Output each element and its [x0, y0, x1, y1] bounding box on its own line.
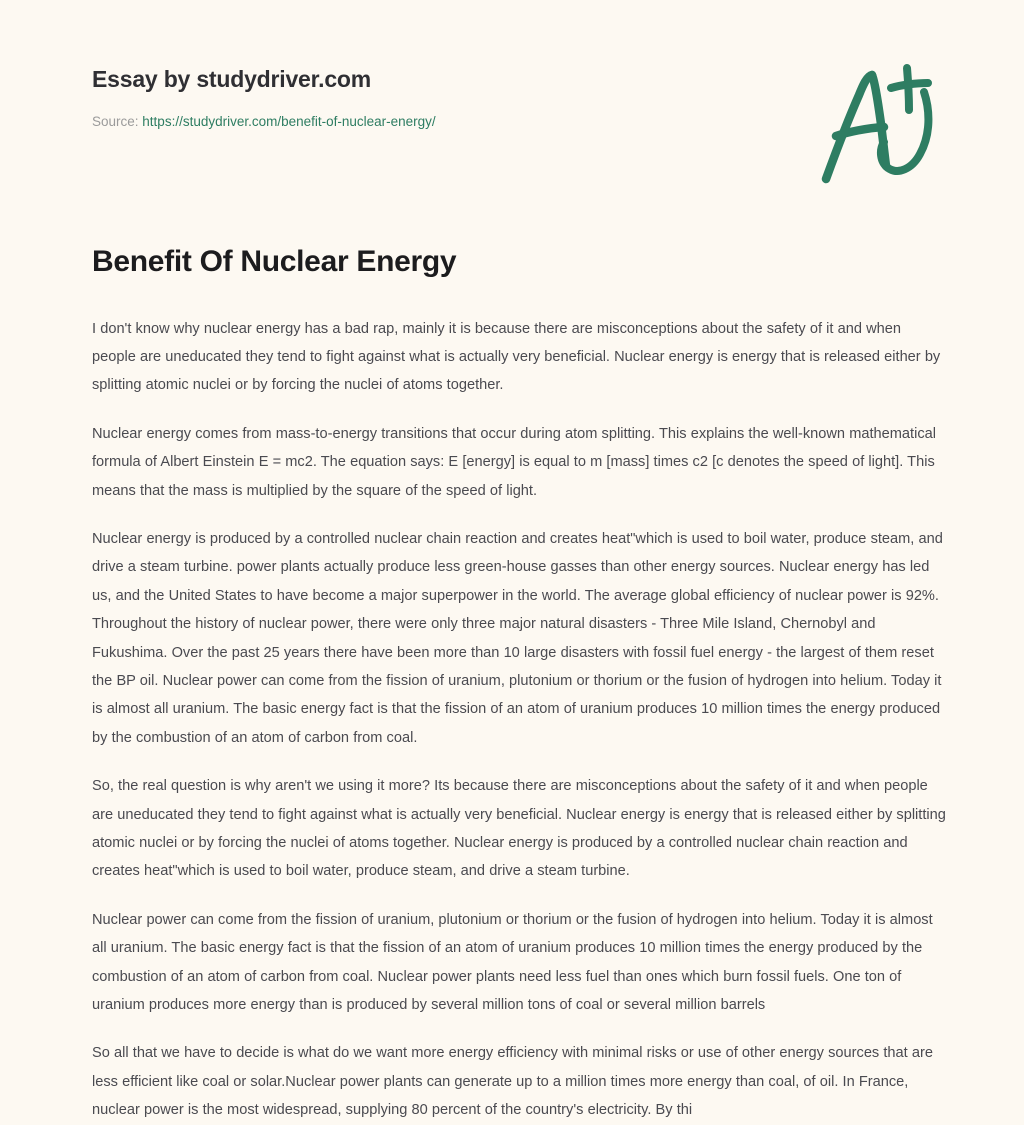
studydriver-a-plus-logo-icon[interactable]: [812, 62, 942, 187]
source-label: Source:: [92, 113, 139, 129]
paragraph: Nuclear energy comes from mass-to-energy transitions that occur during atom splitting. This explains the well-known mathematical formula of Albert Einstein E = mc2. The equation says: E [energy] is equal to m [mass] times c2 [c denotes the speed of light]. This means that the mass is multiplied by the square of the speed of light.: [92, 425, 936, 499]
paragraph: I don't know why nuclear energy has a bad rap, mainly it is because there are misconceptions about the safety of it and when people are uneducated they tend to fight against what is actually very beneficial. Nuclear energy is energy that is released either by splitting atomic nuclei or by forcing the nuclei of atoms together.: [92, 320, 941, 394]
paragraph: So, the real question is why aren't we using it more? Its because there are misconceptions about the safety of it and when people are uneducated they tend to fight against what is actually very beneficial. Nuclear energy is energy that is released either by splitting atomic nuclei or by forcing the nuclei of atoms together. Nuclear energy is produced by a controlled nuclear chain reaction and creates heat"which is used to boil water, produce steam, and drive a steam turbine.: [92, 778, 946, 880]
article-body: [92, 315, 948, 1125]
source-url-link[interactable]: https://studydriver.com/benefit-of-nuclear-energy/: [142, 113, 436, 129]
paragraph: Nuclear power can come from the fission of uranium, plutonium or thorium or the fusion of hydrogen into helium. Today it is almost all uranium. The basic energy fact is that the fission of an atom of uranium produces 10 million times the energy produced by the combustion of an atom of carbon from coal. Nuclear power plants need less fuel than ones which burn fossil fuels. One ton of uranium produces more energy than is produced by several million tons of coal or several million barrels: [92, 911, 933, 1014]
paragraph: So all that we have to decide is what do we want more energy efficiency with minimal risks or use of other energy sources that are less efficient like coal or solar.Nuclear power plants can generate up to a million times more energy than coal, of oil. In France, nuclear power is the most widespread, supplying 80 percent of the country's electricity. By thi: [92, 1045, 933, 1119]
page-title: Benefit Of Nuclear Energy: [92, 245, 457, 278]
brand-title: Essay by studydriver.com: [92, 66, 372, 92]
header-text-block: [92, 66, 436, 130]
article: [92, 243, 948, 1125]
paragraph: Nuclear energy is produced by a controlled nuclear chain reaction and creates heat"which is used to boil water, produce steam, and drive a steam turbine. power plants actually produce less green-house gasses than other energy sources. Nuclear energy has led us, and the United States to have become a major superpower in the world. The average global efficiency of nuclear power is 92%. Throughout the history of nuclear power, there were only three major natural disasters - Three Mile Island, Chernobyl and Fukushima. Over the past 25 years there have been more than 10 large disasters with fossil fuel energy - the largest of them reset the BP oil. Nuclear power can come from the fission of uranium, plutonium or thorium or the fusion of hydrogen into helium. Today it is almost all uranium. The basic energy fact is that the fission of an atom of uranium produces 10 million times the energy produced by the combustion of an atom of carbon from coal.: [92, 530, 943, 746]
source-line: [92, 114, 436, 130]
page-header: [0, 0, 1024, 200]
